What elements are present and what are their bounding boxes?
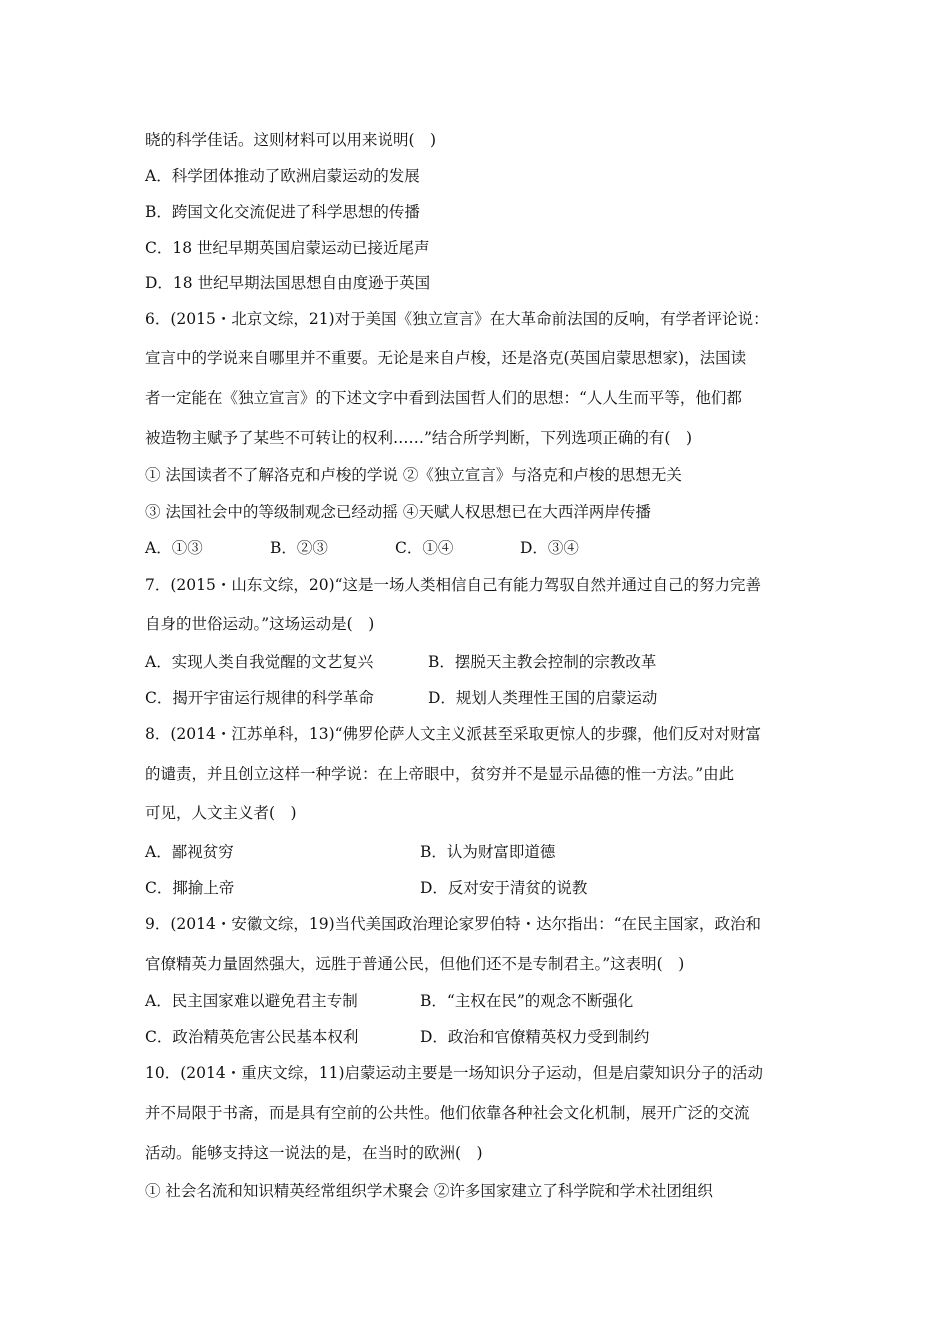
question-6-stem-line-4: 被造物主赋予了某些不可转让的权利……”结合所学判断，下列选项正确的有( ) [145, 429, 693, 447]
question-5-option-b: B．跨国文化交流促进了科学思想的传播 [145, 203, 420, 221]
question-6-stem-line-2: 宣言中的学说来自哪里并不重要。无论是来自卢梭，还是洛克(英国启蒙思想家)，法国读 [145, 349, 747, 367]
question-7-stem-line-1: 7．(2015・山东文综，20)“这是一场人类相信自己有能力驾驭自然并通过自己的努力完善 [145, 576, 762, 594]
question-10-stem-line-1: 10．(2014・重庆文综，11)启蒙运动主要是一场知识分子运动，但是启蒙知识分子的活动 [145, 1064, 763, 1082]
question-9-option-d: D．政治和官僚精英权力受到制约 [420, 1028, 650, 1046]
question-7-option-c: C．揭开宇宙运行规律的科学革命 [145, 689, 374, 707]
question-8-option-a: A．鄙视贫穷 [145, 843, 234, 861]
question-9-option-a: A．民主国家难以避免君主专制 [145, 992, 358, 1010]
question-8-stem-line-1: 8．(2014・江苏单科，13)“佛罗伦萨人文主义派甚至采取更惊人的步骤，他们反对对财富 [145, 725, 762, 743]
question-10-stem-line-3: 活动。能够支持这一说法的是，在当时的欧洲( ) [145, 1144, 483, 1162]
question-10-statements-1: ① 社会名流和知识精英经常组织学术聚会 ②许多国家建立了科学院和学术社团组织 [145, 1182, 713, 1200]
question-6-option-a: A．①③ [145, 539, 203, 557]
question-6-stem-line-3: 者一定能在《独立宣言》的下述文字中看到法国哲人们的思想：“人人生而平等，他们都 [145, 389, 742, 407]
question-7-option-b: B．摆脱天主教会控制的宗教改革 [428, 653, 657, 671]
question-6-option-d: D．③④ [520, 539, 579, 557]
question-8-option-b: B．认为财富即道德 [420, 843, 556, 861]
question-8-option-c: C．揶揄上帝 [145, 879, 235, 897]
question-7-stem-line-2: 自身的世俗运动。”这场运动是( ) [145, 615, 375, 633]
question-8-stem-line-2: 的谴责，并且创立这样一种学说：在上帝眼中，贫穷并不是显示品德的惟一方法。”由此 [145, 765, 735, 783]
question-8-stem-line-3: 可见，人文主义者( ) [145, 804, 297, 822]
question-9-stem-line-1: 9．(2014・安徽文综，19)当代美国政治理论家罗伯特・达尔指出：“在民主国家，政治和 [145, 915, 762, 933]
question-9-option-b: B．“主权在民”的观念不断强化 [420, 992, 634, 1010]
question-6-statements-2: ③ 法国社会中的等级制观念已经动摇 ④天赋人权思想已在大西洋两岸传播 [145, 503, 651, 521]
question-7-option-a: A．实现人类自我觉醒的文艺复兴 [145, 653, 374, 671]
question-8-option-d: D．反对安于清贫的说教 [420, 879, 588, 897]
question-7-option-d: D．规划人类理性王国的启蒙运动 [428, 689, 658, 707]
question-6-option-b: B．②③ [270, 539, 328, 557]
question-5-stem-end: 晓的科学佳话。这则材料可以用来说明( ) [145, 131, 437, 149]
question-5-option-a: A．科学团体推动了欧洲启蒙运动的发展 [145, 167, 420, 185]
question-5-option-c: C．18 世纪早期英国启蒙运动已接近尾声 [145, 239, 430, 257]
question-5-option-d: D．18 世纪早期法国思想自由度逊于英国 [145, 274, 431, 292]
question-6-stem-line-1: 6．(2015・北京文综，21)对于美国《独立宣言》在大革命前法国的反响，有学者评论说： [145, 310, 769, 328]
question-10-stem-line-2: 并不局限于书斋，而是具有空前的公共性。他们依靠各种社会文化机制，展开广泛的交流 [145, 1104, 750, 1122]
question-6-statements-1: ① 法国读者不了解洛克和卢梭的学说 ②《独立宣言》与洛克和卢梭的思想无关 [145, 466, 682, 484]
question-6-option-c: C．①④ [395, 539, 454, 557]
question-9-option-c: C．政治精英危害公民基本权利 [145, 1028, 359, 1046]
question-9-stem-line-2: 官僚精英力量固然强大，远胜于普通公民，但他们还不是专制君主。”这表明( ) [145, 955, 685, 973]
